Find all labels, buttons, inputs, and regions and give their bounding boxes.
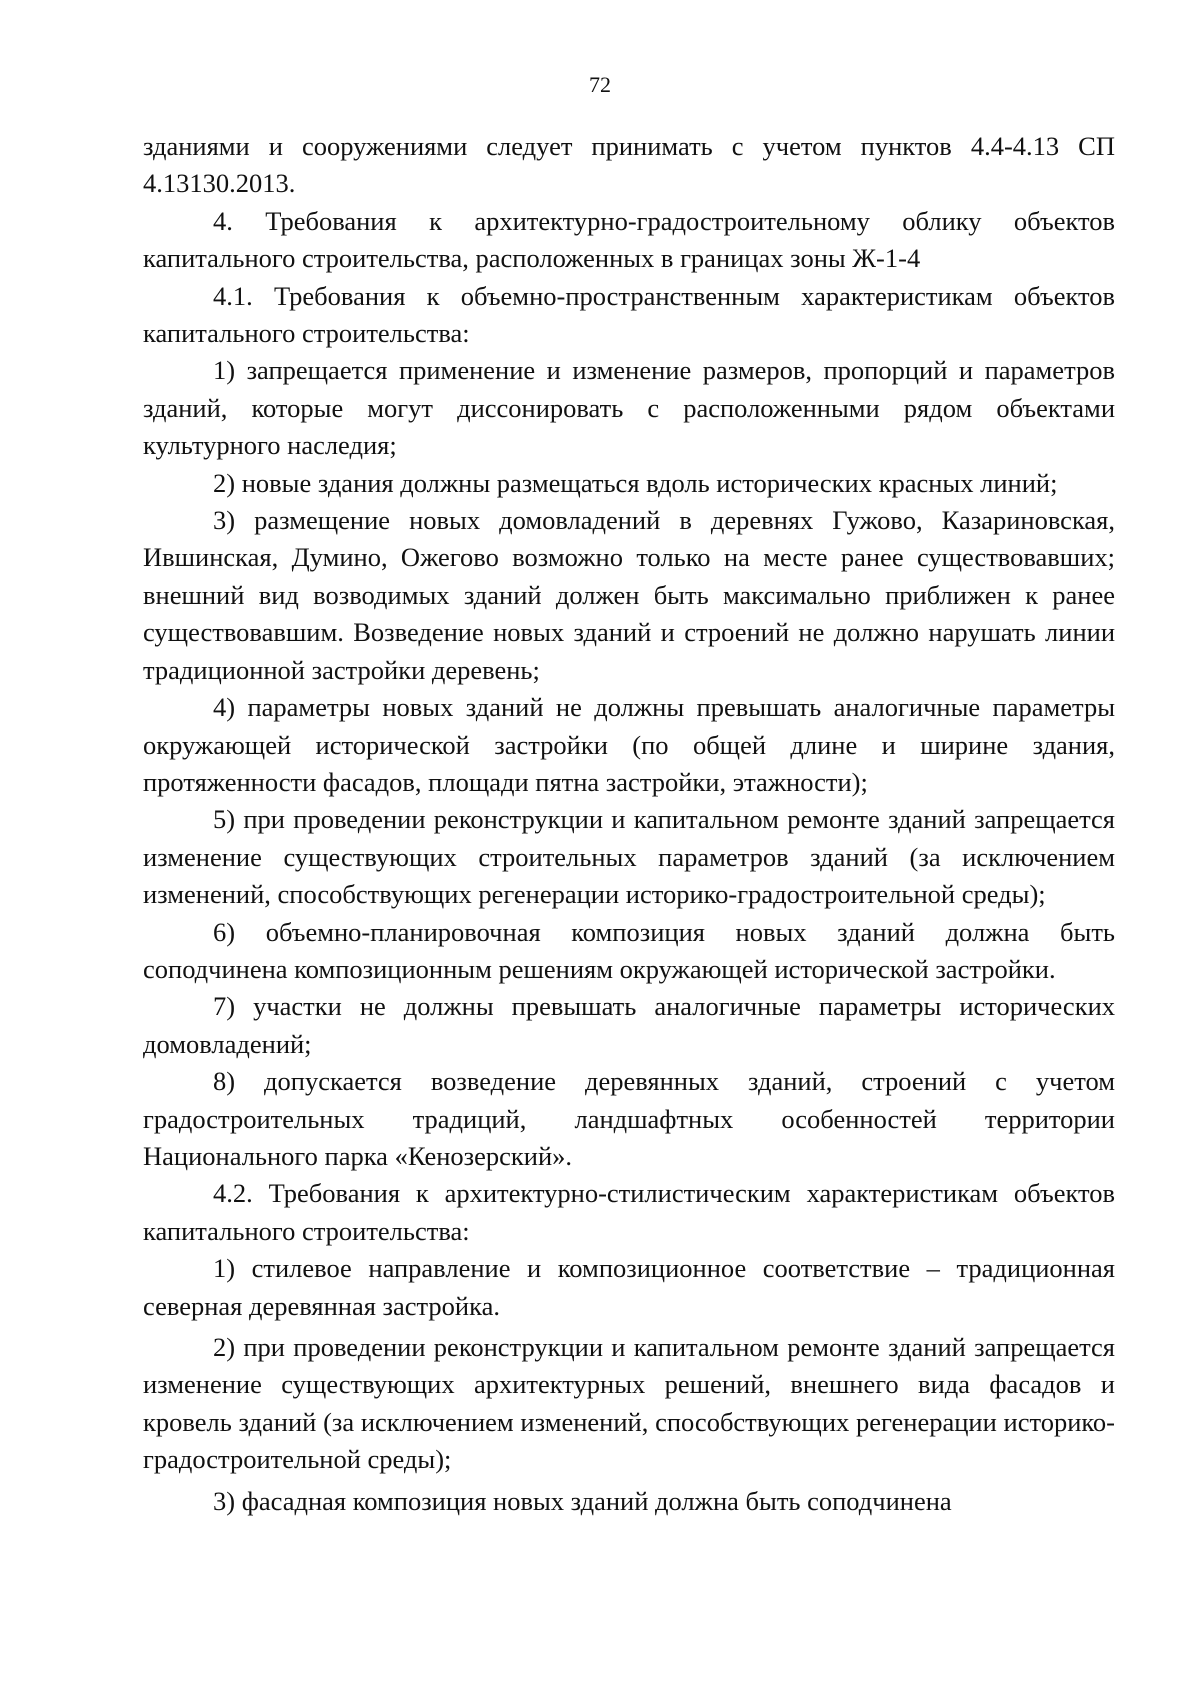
subsection-4-2: 4.2. Требования к архитектурно-стилистическим характеристикам объектов капитального строительства: [143,1178,1115,1246]
list-item-4-1-5: 5) при проведении реконструкции и капитальном ремонте зданий запрещается изменение существующих строительных параметров зданий (за исключением изменений, способствующих регенерации историко-градостроительной среды); [143,804,1115,910]
list-item-4-1-8: 8) допускается возведение деревянных зданий, строений с учетом градостроительных традиций, ландшафтных особенностей территории Национального парка «Кенозерский». [143,1066,1115,1171]
list-item-4-2-3: 3) фасадная композиция новых зданий должна быть соподчинена [213,1485,952,1516]
list-item-4-1-4: 4) параметры новых зданий не должны превышать аналогичные параметры окружающей исторической застройки (по общей длине и ширине здания, протяженности фасадов, площади пятна застройки, этажности); [143,692,1115,797]
list-item-4-2-2: 2) при проведении реконструкции и капитальном ремонте зданий запрещается изменение существующих архитектурных решений, внешнего вида фасадов и кровель зданий (за исключением изменений, способствующих регенерации историко-градостроительной среды); [143,1332,1115,1475]
document-body [143,128,1115,1520]
subsection-4-1: 4.1. Требования к объемно-пространственным характеристикам объектов капитального строительства: [143,280,1115,349]
list-item-4-1-7: 7) участки не должны превышать аналогичные параметры исторических домовладений; [143,991,1115,1059]
paragraph-continuation: зданиями и сооружениями следует принимать с учетом пунктов 4.4-4.13 СП 4.13130.2013. [143,131,1115,199]
list-item-4-1-2: 2) новые здания должны размещаться вдоль исторических красных линий; [213,467,1058,498]
list-item-4-1-3: 3) размещение новых домовладений в деревнях Гужово, Казариновская, Ившинская, Думино, Ожегово возможно только на месте ранее существовавших; внешний вид возводимых зданий должен быть максимально приближен к ранее существовавшим. Возведение новых зданий и строений не должно нарушать линии традиционной застройки деревень; [143,505,1115,685]
page-number: 72 [589,72,611,97]
list-item-4-2-1: 1) стилевое направление и композиционное соответствие – традиционная северная деревянная застройка. [143,1253,1115,1321]
section-heading-4: 4. Требования к архитектурно-градостроительному облику объектов капитального строительства, расположенных в границах зоны Ж-1-4 [143,205,1115,274]
list-item-4-1-1: 1) запрещается применение и изменение размеров, пропорций и параметров зданий, которые могут диссонировать с расположенными рядом объектами культурного наследия; [143,355,1115,461]
list-item-4-1-6: 6) объемно-планировочная композиция новых зданий должна быть соподчинена композиционным решениям окружающей исторической застройки. [143,916,1115,984]
